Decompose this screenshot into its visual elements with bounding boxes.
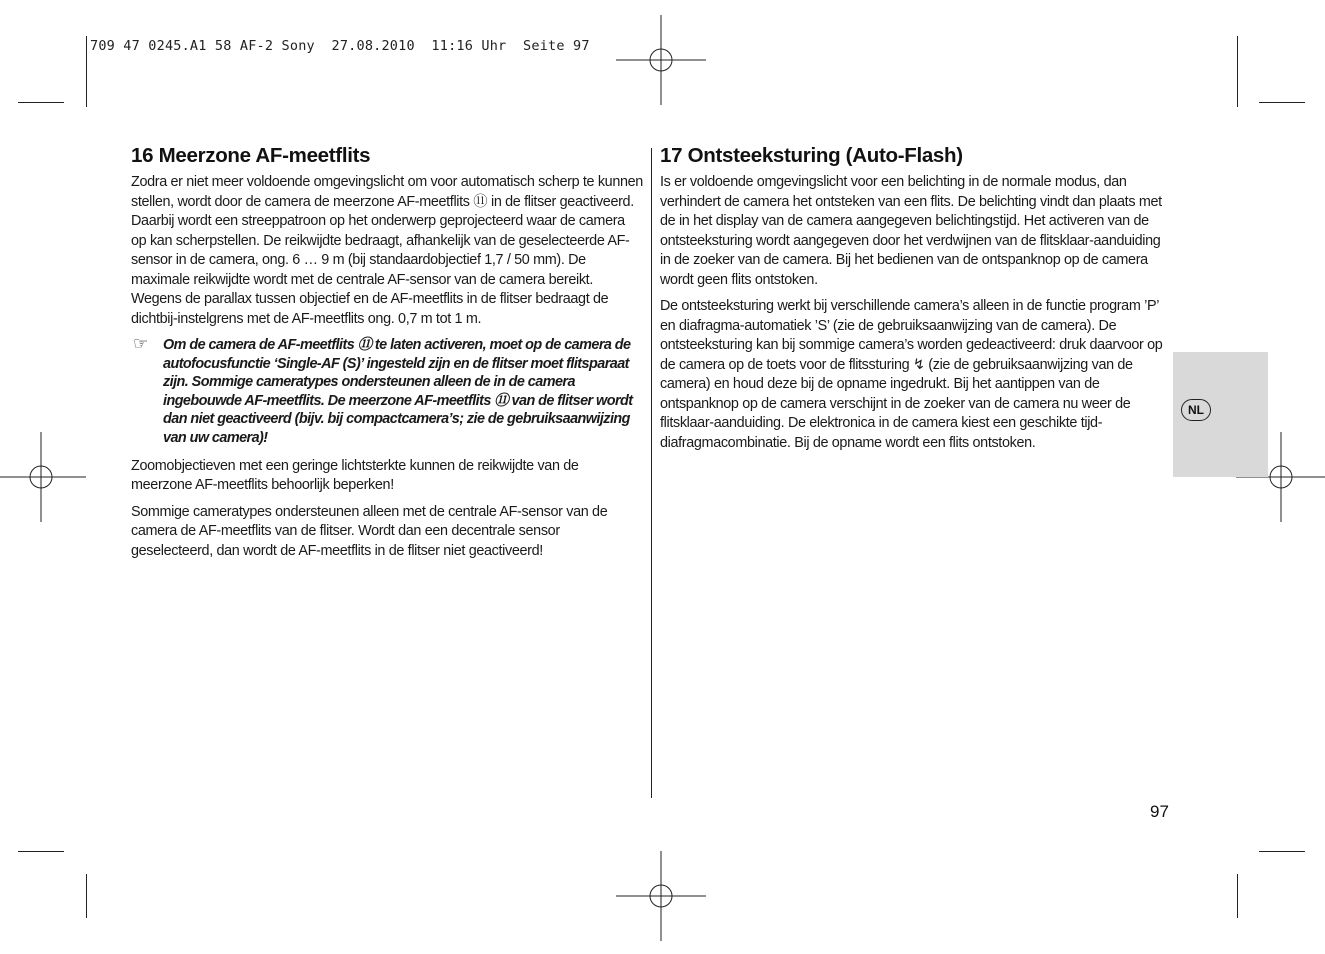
crop-mark: [18, 102, 64, 103]
page-number: 97: [1150, 802, 1169, 821]
paragraph: Is er voldoende omgevingslicht voor een belichting in de normale modus, dan verhindert de camera het ontsteken van een flits. De belichting vindt dan plaats met de in het display van de camera aangegeven belichtingstijd. Het activeren van de ontsteeksturing wordt aangegeven door het verdwijnen van de flitsklaar-aanduiding in de zoeker van de camera. Bij het bedienen van de ontspanknop op de camera wordt geen flits ontstoken.: [660, 174, 1162, 288]
note-text: Om de camera de AF-meetflits ⑪ te laten activeren, moet op de camera de autofocusfunctie ‘Single-AF (S)’ ingesteld zijn en de flitser moet flitsparaat zijn. Sommige cameratypes ondersteunen alleen de in de camera ingebouwde AF-meetflits. De meerzone AF-meetflits ⑪ van de flitser wordt dan niet geactiveerd (bijv. bij compactcamera’s; zie de gebruiksaanwijzing van uw camera)!: [163, 337, 633, 446]
crop-mark: [1237, 874, 1238, 918]
section-title: 16 Meerzone AF-meetflits: [131, 144, 371, 167]
paragraph: De ontsteeksturing werkt bij verschillende camera’s alleen in de functie program ’P’ en diafragma-automatiek ’S’ (zie de gebruiksaanwijzing van de camera). De ontsteeksturing kan bij sommige camera’s worden gedeactiveerd: druk daarvoor op de camera op de toets voor de flitssturing ↯ (zie de gebruiksaanwijzing van de camera) en houd deze bij de opname ingedrukt. Bij het aantippen van de ontspanknop op de camera verschijnt in de zoeker van de camera nu weer de flitsklaar-aanduiding. De elektronica in de camera kiest een geschikte tijd-diafragmacombinatie. Bij de opname wordt een flits ontstoken.: [660, 298, 1163, 451]
paragraph: Sommige cameratypes ondersteunen alleen met de centrale AF-sensor van de camera de AF-meetflits van de flitser. Wordt dan een decentrale sensor geselecteerd, dan wordt de AF-meetflits in de flitser niet geactiveerd!: [131, 503, 608, 559]
crop-mark: [86, 36, 87, 107]
crop-mark: [18, 851, 64, 852]
registration-mark-icon: [616, 851, 706, 941]
crop-mark: [1259, 102, 1305, 103]
registration-mark-icon: [0, 432, 86, 522]
column-divider: [651, 148, 652, 798]
language-badge: NL: [1181, 399, 1211, 421]
section-title: 17 Ontsteeksturing (Auto-Flash): [660, 144, 963, 167]
section-auto-flash: [660, 144, 1174, 460]
section-af-meetflits: [131, 144, 643, 568]
crop-mark: [1237, 36, 1238, 107]
crop-mark: [86, 874, 87, 918]
registration-mark-icon: [616, 15, 706, 105]
crop-mark: [1259, 851, 1305, 852]
pointing-hand-icon: ☞: [133, 334, 149, 354]
print-slug: 709 47 0245.A1 58 AF-2 Sony 27.08.2010 11:16 Uhr Seite 97: [90, 38, 590, 54]
note-block: [131, 336, 643, 448]
paragraph: Zodra er niet meer voldoende omgevingslicht om voor automatisch scherp te kunnen stellen, wordt door de camera de meerzone AF-meetflits ⑪ in de flitser geactiveerd. Daarbij wordt een streeppatroon op het onderwerp geprojecteerd waar de camera op kan scherpstellen. De reikwijdte bedraagt, afhankelijk van de geselecteerde AF-sensor in de camera, ong. 6 … 9 m (bij standaardobjectief 1,7 / 50 mm). De maximale reikwijdte wordt met de centrale AF-sensor van de camera bereikt. Wegens de parallax tussen objectief en de AF-meetflits in de flitser bedraagt de dichtbij-instelgrens met de AF-meetflits ong. 0,7 m tot 1 m.: [131, 174, 643, 327]
language-tab: [1173, 352, 1268, 477]
paragraph: Zoomobjectieven met een geringe lichtsterkte kunnen de reikwijdte van de meerzone AF-meetflits behoorlijk beperken!: [131, 457, 579, 494]
